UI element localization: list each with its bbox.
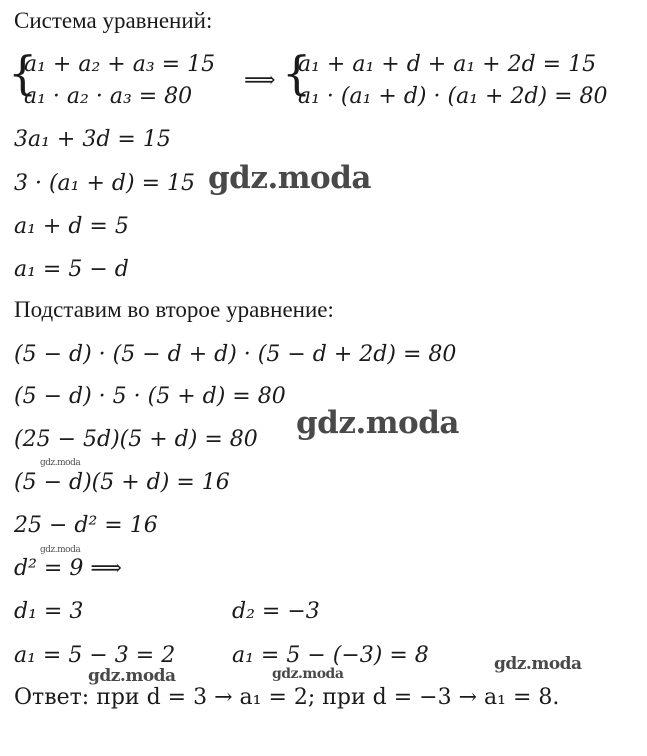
implies-arrow: ⟹ [244,68,276,93]
step-4: a₁ = 5 − d [14,257,129,282]
watermark-mid-1: gdz.moda [494,654,582,674]
system-1-row-1: a₁ + a₂ + a₃ = 15 [24,52,216,77]
root-d1: d₁ = 3 [14,599,84,624]
value-a1-first: a₁ = 5 − 3 = 2 [14,643,176,668]
watermark-large-1: gdz.moda [208,160,371,196]
step-1: 3a₁ + 3d = 15 [14,127,171,152]
title: Система уравнений: [14,8,213,33]
watermark-small-1: gdz.moda [40,458,81,468]
step-9: 25 − d² = 16 [14,513,158,538]
brace-left: { [8,46,38,100]
system-2-row-1: a₁ + a₁ + d + a₁ + 2d = 15 [298,52,597,77]
step-6: (5 − d) · 5 · (5 + d) = 80 [14,384,286,409]
watermark-mid-2: gdz.moda [88,666,176,686]
step-10: d² = 9 ⟹ [14,556,122,581]
brace-right: { [282,46,312,100]
value-a1-second: a₁ = 5 − (−3) = 8 [232,643,429,668]
watermark-small-2: gdz.moda [40,545,81,555]
system-2-row-2: a₁ · (a₁ + d) · (a₁ + 2d) = 80 [298,84,608,109]
watermark-mid-3: gdz.moda [272,666,344,682]
substitute-label: Подставим во второе уравнение: [14,297,334,322]
step-7: (25 − 5d)(5 + d) = 80 [14,427,258,452]
answer: Ответ: при d = 3 → a₁ = 2; при d = −3 → a₁ = 8. [14,685,560,710]
step-8: (5 − d)(5 + d) = 16 [14,470,230,495]
system-1-row-2: a₁ · a₂ · a₃ = 80 [24,84,193,109]
step-2: 3 · (a₁ + d) = 15 [14,171,195,196]
step-3: a₁ + d = 5 [14,214,129,239]
watermark-large-2: gdz.moda [296,405,459,441]
step-5: (5 − d) · (5 − d + d) · (5 − d + 2d) = 80 [14,342,457,367]
root-d2: d₂ = −3 [232,599,320,624]
